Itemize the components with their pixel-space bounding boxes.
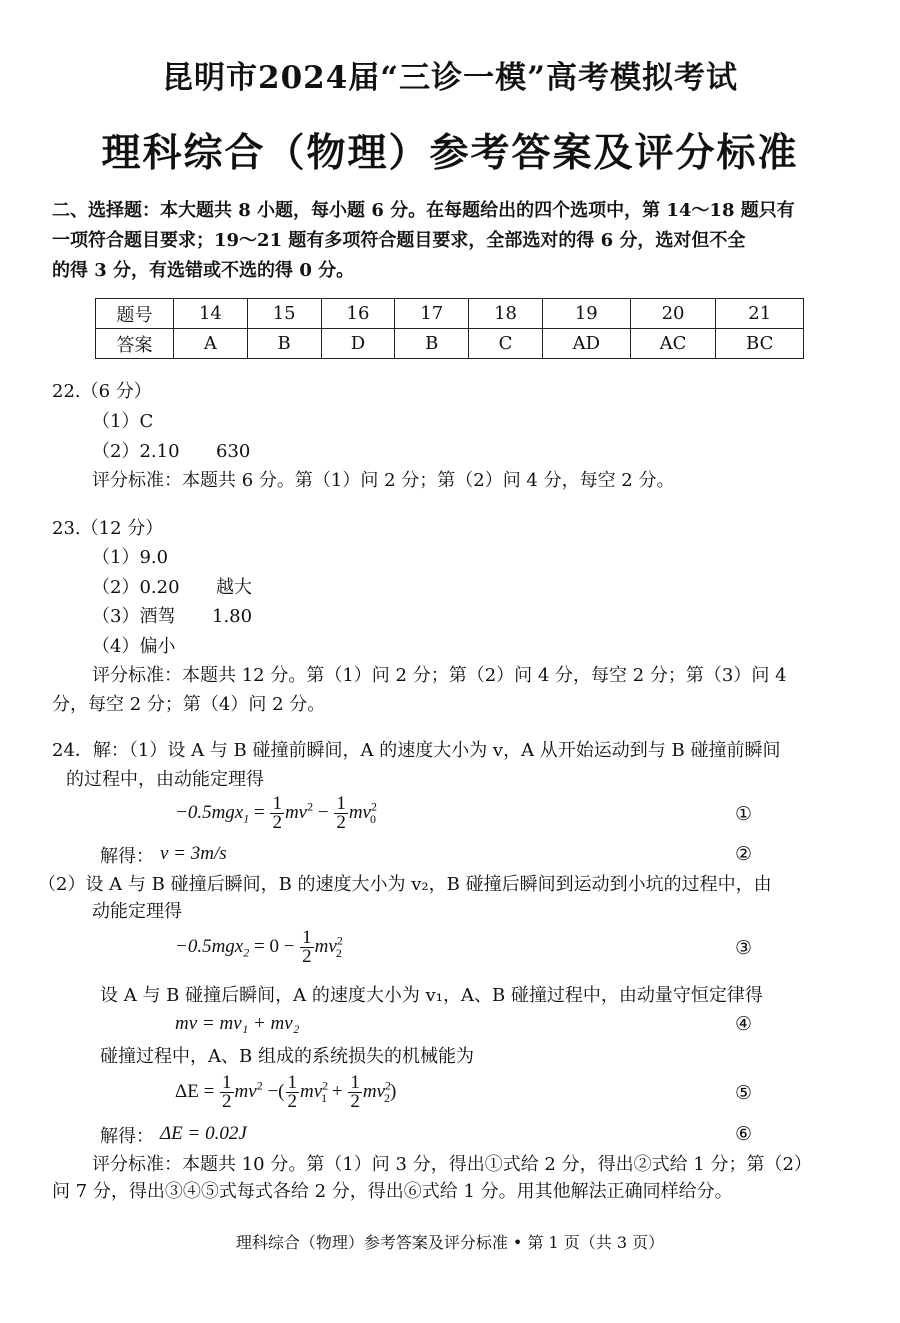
fraction: $\frac{1}{2}$ bbox=[336, 793, 346, 833]
marker-3: ③ bbox=[735, 937, 753, 959]
q23-part2-label: （2）0.20 bbox=[92, 577, 180, 598]
q23-part2-value: 越大 bbox=[216, 577, 252, 598]
answer-cell: AC bbox=[630, 329, 716, 359]
row-label-number: 题号 bbox=[96, 299, 174, 329]
answer-row bbox=[96, 329, 804, 359]
q22-scoring: 评分标准：本题共 6 分。第（1）问 2 分；第（2）问 4 分，每空 2 分。 bbox=[92, 470, 675, 491]
question-cell: 16 bbox=[321, 299, 395, 329]
q23-part4: （4）偏小 bbox=[92, 636, 176, 657]
q24-solve1-value: v = 3m/s bbox=[160, 843, 227, 864]
fraction: $\frac{1}{2}$ bbox=[287, 1072, 297, 1112]
q23-part3-label: （3）酒驾 bbox=[92, 606, 176, 627]
answer-cell: C bbox=[469, 329, 543, 359]
page-footer: 理科综合（物理）参考答案及评分标准 • 第 1 页（共 3 页） bbox=[235, 1233, 665, 1252]
marker-6: ⑥ bbox=[735, 1123, 753, 1145]
row-label-answer: 答案 bbox=[96, 329, 174, 359]
q23-part1: （1）9.0 bbox=[92, 547, 169, 568]
equation-5: ΔE = $\frac{1}{2}$ $mv^2$ −( $\frac{1}{2}$ $mv^2_1$ + $\frac{1}{2}$ $mv^2_2$) bbox=[175, 1072, 397, 1112]
question-cell: 21 bbox=[716, 299, 804, 329]
q24-momentum-intro: 设 A 与 B 碰撞后瞬间，A 的速度大小为 v₁，A、B 碰撞过程中，由动量守恒定律得 bbox=[100, 985, 763, 1006]
section-intro-line-1: 二、选择题：本大题共 8 小题，每小题 6 分。在每题给出的四个选项中，第 14～18 题只有 bbox=[52, 200, 795, 221]
q22-heading: 22.（6 分） bbox=[52, 381, 152, 402]
q22-part1: （1）C bbox=[92, 411, 154, 432]
q24-solve2-label: 解得： bbox=[100, 1126, 154, 1147]
q24-line-2: 的过程中，由动能定理得 bbox=[66, 769, 264, 790]
answer-table bbox=[95, 298, 804, 359]
marker-5: ⑤ bbox=[735, 1082, 753, 1104]
fraction: $\frac{1}{2}$ bbox=[350, 1072, 360, 1112]
question-cell: 19 bbox=[542, 299, 630, 329]
q23-scoring-line-2: 分，每空 2 分；第（4）问 2 分。 bbox=[52, 694, 326, 715]
equation-4: mv = mv₁ + mv₂ bbox=[175, 1013, 300, 1034]
page-subtitle: 理科综合（物理）参考答案及评分标准 bbox=[101, 130, 799, 176]
question-cell: 17 bbox=[395, 299, 469, 329]
answer-cell: BC bbox=[716, 329, 804, 359]
q24-solve2-value: ΔE = 0.02J bbox=[160, 1123, 247, 1144]
q23-scoring-line-1: 评分标准：本题共 12 分。第（1）问 2 分；第（2）问 4 分，每空 2 分；第（3）问 4 bbox=[92, 665, 787, 686]
q24-line-1: 24．解：（1）设 A 与 B 碰撞前瞬间，A 的速度大小为 v，A 从开始运动到与 B 碰撞前瞬间 bbox=[52, 740, 781, 761]
q23-part3-value: 1.80 bbox=[212, 606, 253, 627]
answer-cell: A bbox=[174, 329, 248, 359]
eq1-left: −0.5mgx bbox=[175, 801, 244, 823]
q24-scoring-line-1: 评分标准：本题共 10 分。第（1）问 3 分，得出①式给 2 分，得出②式给 1 分；第（2） bbox=[92, 1154, 812, 1175]
q24-part2-line-2: 动能定理得 bbox=[92, 901, 182, 922]
q24-solve1-label: 解得： bbox=[100, 846, 154, 867]
marker-1: ① bbox=[735, 803, 753, 825]
answer-cell: B bbox=[247, 329, 321, 359]
answer-cell: B bbox=[395, 329, 469, 359]
q24-part2-line-1: （2）设 A 与 B 碰撞后瞬间，B 的速度大小为 v₂，B 碰撞后瞬间到运动到小坑的过程中，由 bbox=[38, 874, 772, 895]
marker-2: ② bbox=[735, 843, 753, 865]
q24-energy-intro: 碰撞过程中，A、B 组成的系统损失的机械能为 bbox=[100, 1046, 474, 1067]
fraction: $\frac{1}{2}$ bbox=[272, 793, 282, 833]
section-intro-line-3: 的得 3 分，有选错或不选的得 0 分。 bbox=[52, 260, 355, 281]
eq3-left: −0.5mgx bbox=[175, 935, 244, 957]
q23-heading: 23.（12 分） bbox=[52, 518, 164, 539]
equation-3: −0.5mgx$_2$ = 0 − $\frac{1}{2}$ $mv^2_2$ bbox=[175, 927, 343, 967]
question-cell: 14 bbox=[174, 299, 248, 329]
answer-cell: D bbox=[321, 329, 395, 359]
section-intro-line-2: 一项符合题目要求；19～21 题有多项符合题目要求，全部选对的得 6 分，选对但不全 bbox=[52, 230, 746, 251]
question-cell: 18 bbox=[469, 299, 543, 329]
eq3-sub: 2 bbox=[243, 945, 250, 960]
question-cell: 20 bbox=[630, 299, 716, 329]
q22-part2-value: 630 bbox=[216, 441, 251, 462]
fraction: $\frac{1}{2}$ bbox=[302, 927, 312, 967]
page-title: 昆明市2024届“三诊一模”高考模拟考试 bbox=[162, 60, 738, 96]
eq1-sub: 1 bbox=[243, 811, 250, 826]
answer-cell: AD bbox=[542, 329, 630, 359]
q22-part2-label: （2）2.10 bbox=[92, 441, 180, 462]
q24-scoring-line-2: 问 7 分，得出③④⑤式每式各给 2 分，得出⑥式给 1 分。用其他解法正确同样给分。 bbox=[52, 1181, 733, 1202]
question-number-row bbox=[96, 299, 804, 329]
marker-4: ④ bbox=[735, 1013, 753, 1035]
equation-1: −0.5mgx$_1$ = $\frac{1}{2}$ $mv^2$ − $\frac{1}{2}$ $mv^2_0$ bbox=[175, 793, 377, 833]
question-cell: 15 bbox=[247, 299, 321, 329]
fraction: $\frac{1}{2}$ bbox=[222, 1072, 232, 1112]
